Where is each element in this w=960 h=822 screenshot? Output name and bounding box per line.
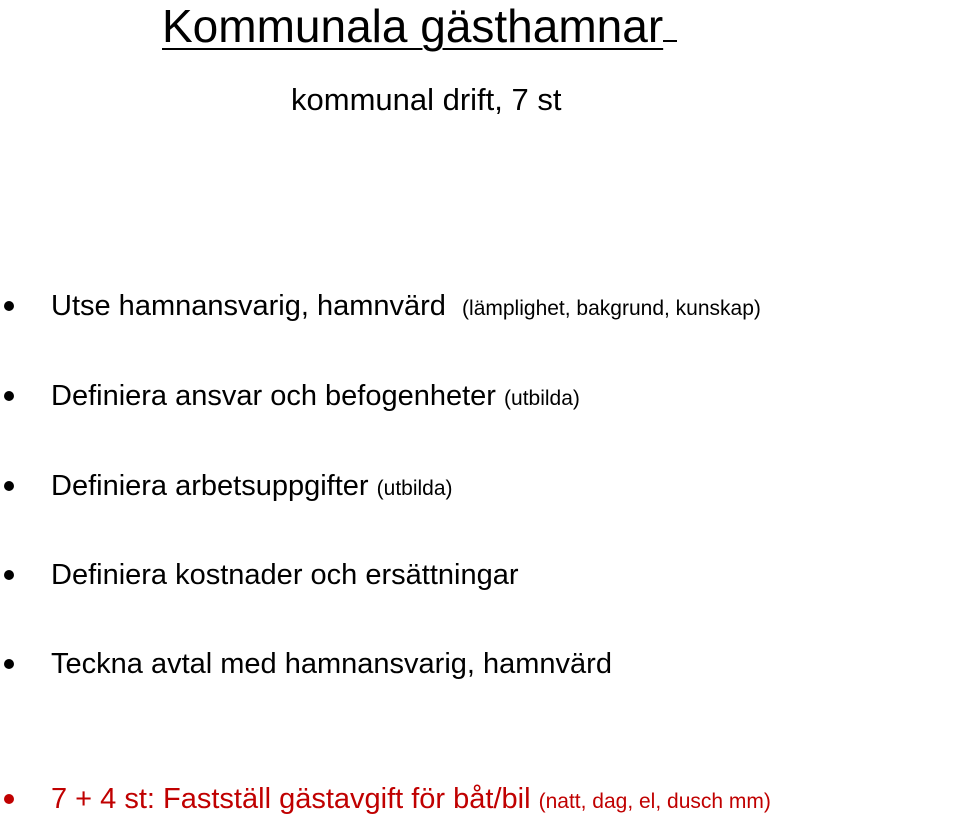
bullet-item-1: [0, 286, 960, 326]
bullet-text: [51, 644, 612, 684]
bullet-item-6: [0, 779, 960, 819]
bullet-dot-icon: [4, 570, 14, 580]
bullet-main-text: Utse hamnansvarig, hamnvärd: [51, 290, 446, 322]
bullet-item-5: [0, 644, 960, 684]
bullet-note-text: (utbilda): [376, 477, 453, 500]
bullet-note-text: (utbilda): [504, 387, 580, 410]
bullet-item-2: [0, 376, 960, 416]
title-underline-tail: [663, 4, 677, 42]
bullet-dot-icon: [4, 659, 14, 669]
bullet-note-text: (natt, dag, el, dusch mm): [538, 790, 771, 813]
bullet-main-text: Definiera arbetsuppgifter: [51, 470, 369, 502]
bullet-dot-icon: [4, 481, 14, 491]
bullet-text: [51, 376, 580, 419]
bullet-note-text: (lämplighet, bakgrund, kunskap): [462, 297, 761, 320]
page-title-text: Kommunala gästhamnar: [162, 0, 664, 52]
bullet-main-text: Teckna avtal med hamnansvarig, hamnvärd: [51, 648, 612, 680]
page-subtitle: kommunal drift, 7 st: [291, 82, 562, 117]
page-title: [162, 0, 677, 52]
bullet-dot-icon: [4, 301, 14, 311]
bullet-main-text: Definiera ansvar och befogenheter: [51, 380, 496, 412]
bullet-dot-icon: [4, 391, 14, 401]
bullet-text: [51, 555, 518, 595]
bullet-main-text: Definiera kostnader och ersättningar: [51, 559, 519, 591]
bullet-item-3: [0, 466, 960, 506]
bullet-dot-icon: [4, 794, 14, 804]
bullet-text: [51, 466, 453, 509]
bullet-item-4: [0, 555, 960, 595]
bullet-main-text: 7 + 4 st: Fastställ gästavgift för båt/bil: [51, 783, 531, 815]
bullet-text: [51, 286, 761, 329]
bullet-text: [51, 779, 771, 822]
